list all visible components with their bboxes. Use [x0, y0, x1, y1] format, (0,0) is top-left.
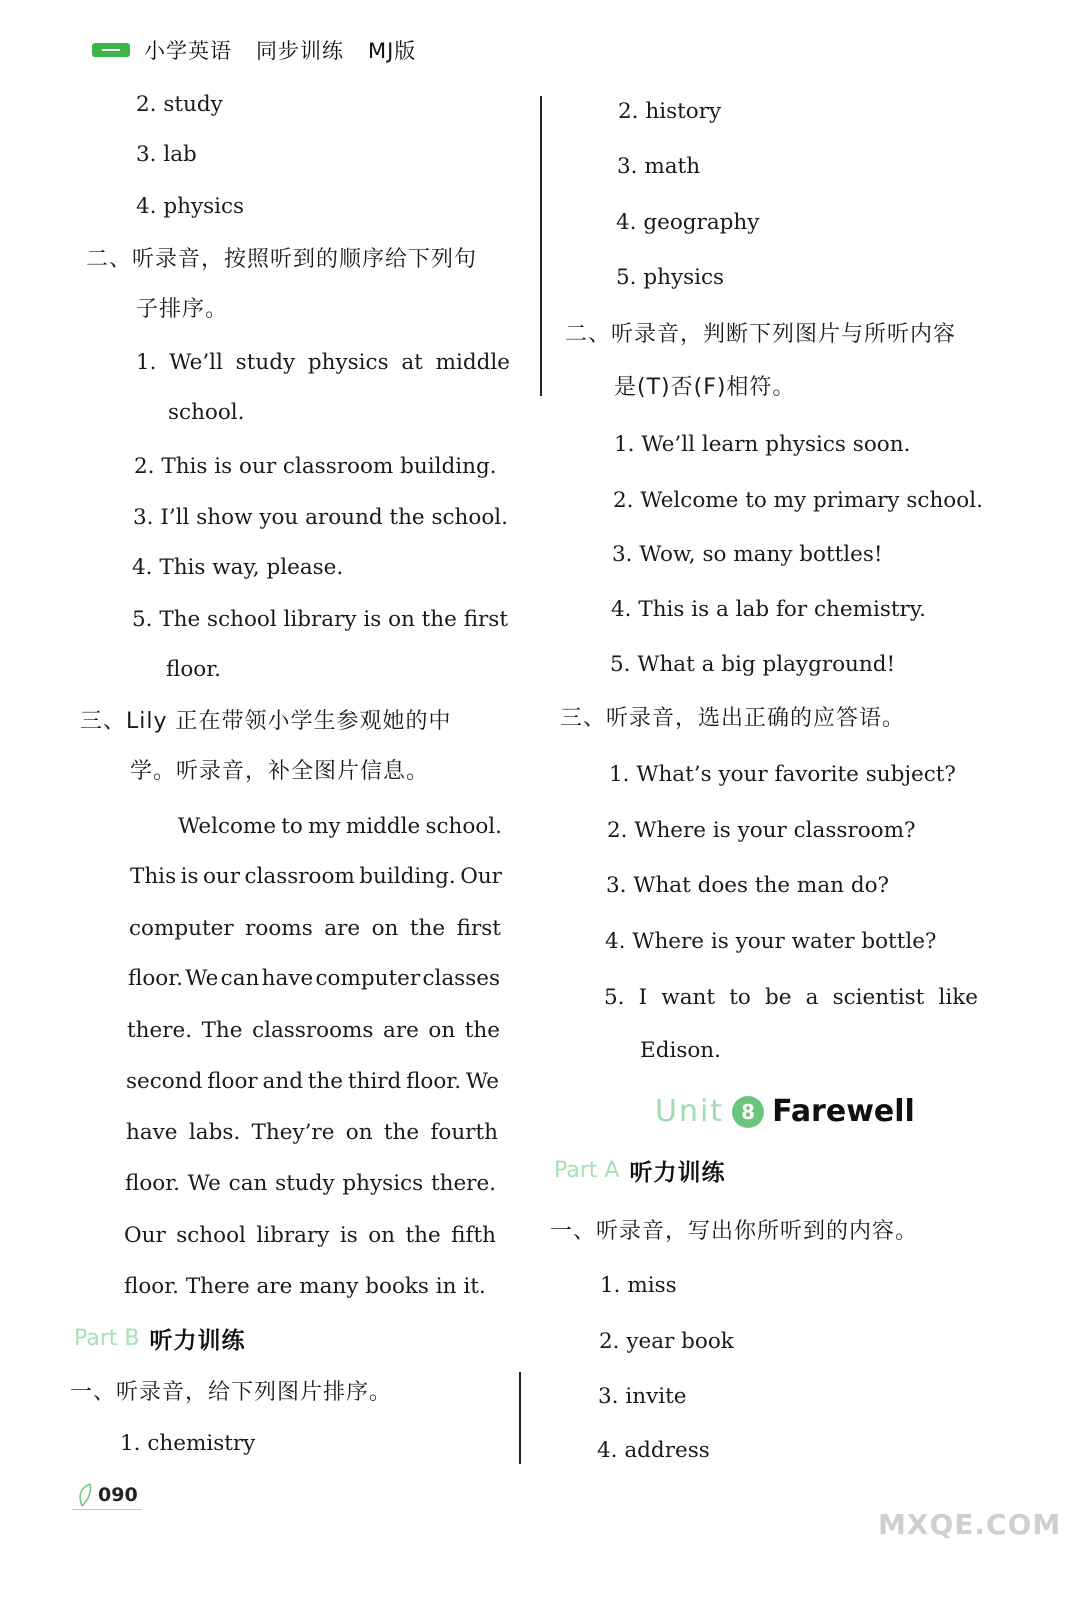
part-a-label: Part A [554, 1158, 620, 1183]
left-passage-line-2: This is our classroom building. Our [130, 864, 502, 889]
right-item-physics: 5. physics [616, 265, 725, 290]
column-divider-top [540, 96, 542, 396]
right-item-math: 3. math [617, 154, 701, 179]
left-passage-line-4: floor. We can have computer classes [128, 966, 500, 991]
right-part-a-heading [554, 1154, 725, 1187]
right-sec2-item-2: 2. Welcome to my primary school. [613, 488, 983, 513]
right-sec3-heading: 三、听录音，选出正确的应答语。 [560, 706, 906, 731]
left-passage-line-5: there. The classrooms are on the [127, 1018, 500, 1043]
header-edition: MJ版 [368, 39, 417, 63]
header-book: 小学英语 [144, 39, 232, 63]
right-sec2-heading: 二、听录音，判断下列图片与所听内容 [565, 322, 957, 347]
header-sub: 同步训练 [256, 39, 344, 63]
right-item-geography: 4. geography [616, 210, 760, 235]
right-sec3-item-5-cont: Edison. [640, 1038, 721, 1063]
right-sec3-item-4: 4. Where is your water bottle? [605, 929, 937, 954]
column-divider-bottom [519, 1372, 521, 1464]
unit-name: Farewell [772, 1094, 915, 1129]
right-part-a-sec1: 一、听录音，写出你所听到的内容。 [550, 1219, 919, 1244]
right-sec2-heading-cont: 是(T)否(F)相符。 [614, 375, 796, 400]
left-item-physics: 4. physics [136, 194, 245, 219]
right-part-a-item-1: 1. miss [600, 1273, 677, 1298]
right-sec3-item-2: 2. Where is your classroom? [607, 818, 916, 843]
page-number-text: 090 [98, 1484, 138, 1506]
left-sec2-heading-cont: 子排序。 [136, 297, 229, 322]
right-sec2-item-1: 1. We’ll learn physics soon. [614, 432, 911, 457]
left-sec2-item-5-cont: floor. [166, 657, 221, 682]
left-part-b-item-1: 1. chemistry [120, 1431, 256, 1456]
left-sec2-item-2: 2. This is our classroom building. [134, 454, 497, 479]
left-sec2-item-3: 3. I’ll show you around the school. [133, 505, 508, 530]
unit-number-badge: 8 [732, 1096, 764, 1128]
unit-word: Unit [655, 1094, 725, 1129]
right-sec2-item-4: 4. This is a lab for chemistry. [611, 597, 926, 622]
right-sec2-item-5: 5. What a big playground! [610, 652, 896, 677]
left-passage-line-8: floor. We can study physics there. [125, 1171, 496, 1196]
right-sec3-item-5: 5. I want to be a scientist like [604, 985, 978, 1010]
page-number [76, 1482, 138, 1508]
right-sec2-item-3: 3. Wow, so many bottles! [612, 542, 883, 567]
left-passage-line-6: second floor and the third floor. We [126, 1069, 499, 1094]
right-sec3-item-3: 3. What does the man do? [606, 873, 890, 898]
left-item-lab: 3. lab [136, 142, 197, 167]
right-part-a-item-4: 4. address [597, 1438, 710, 1463]
left-part-b-sec1: 一、听录音，给下列图片排序。 [70, 1380, 393, 1405]
left-part-b-heading [74, 1322, 246, 1355]
left-passage-line-9: Our school library is on the fifth [124, 1223, 496, 1248]
left-item-study: 2. study [136, 92, 223, 117]
part-b-title: 听力训练 [149, 1328, 246, 1354]
right-item-history: 2. history [618, 99, 722, 124]
left-passage-line-3: computer rooms are on the first [129, 916, 501, 941]
part-a-title: 听力训练 [629, 1160, 726, 1186]
left-sec2-item-5: 5. The school library is on the first [132, 607, 508, 632]
left-sec2-item-1: 1. We’ll study physics at middle [136, 350, 510, 375]
left-sec3-heading: 三、Lily 正在带领小学生参观她的中 [80, 709, 452, 734]
left-passage-line-7: have labs. They’re on the fourth [126, 1120, 498, 1145]
part-b-label: Part B [74, 1326, 140, 1351]
publisher-logo-icon [92, 43, 130, 57]
page-header [92, 34, 416, 66]
left-sec3-heading-cont: 学。听录音，补全图片信息。 [130, 759, 430, 784]
right-sec3-item-1: 1. What’s your favorite subject? [609, 762, 956, 787]
left-sec2-heading: 二、听录音，按照听到的顺序给下列句 [86, 247, 478, 272]
leaf-icon [76, 1482, 94, 1508]
page-number-underline [72, 1509, 142, 1510]
right-part-a-item-3: 3. invite [598, 1384, 687, 1409]
watermark: MXQE.COM [878, 1508, 1062, 1541]
left-passage-line-10: floor. There are many books in it. [124, 1274, 486, 1299]
unit-title [655, 1094, 915, 1129]
right-part-a-item-2: 2. year book [599, 1329, 734, 1354]
left-sec2-item-4: 4. This way, please. [132, 555, 344, 580]
left-passage-line-1: Welcome to my middle school. [178, 814, 502, 839]
left-sec2-item-1-cont: school. [168, 400, 245, 425]
